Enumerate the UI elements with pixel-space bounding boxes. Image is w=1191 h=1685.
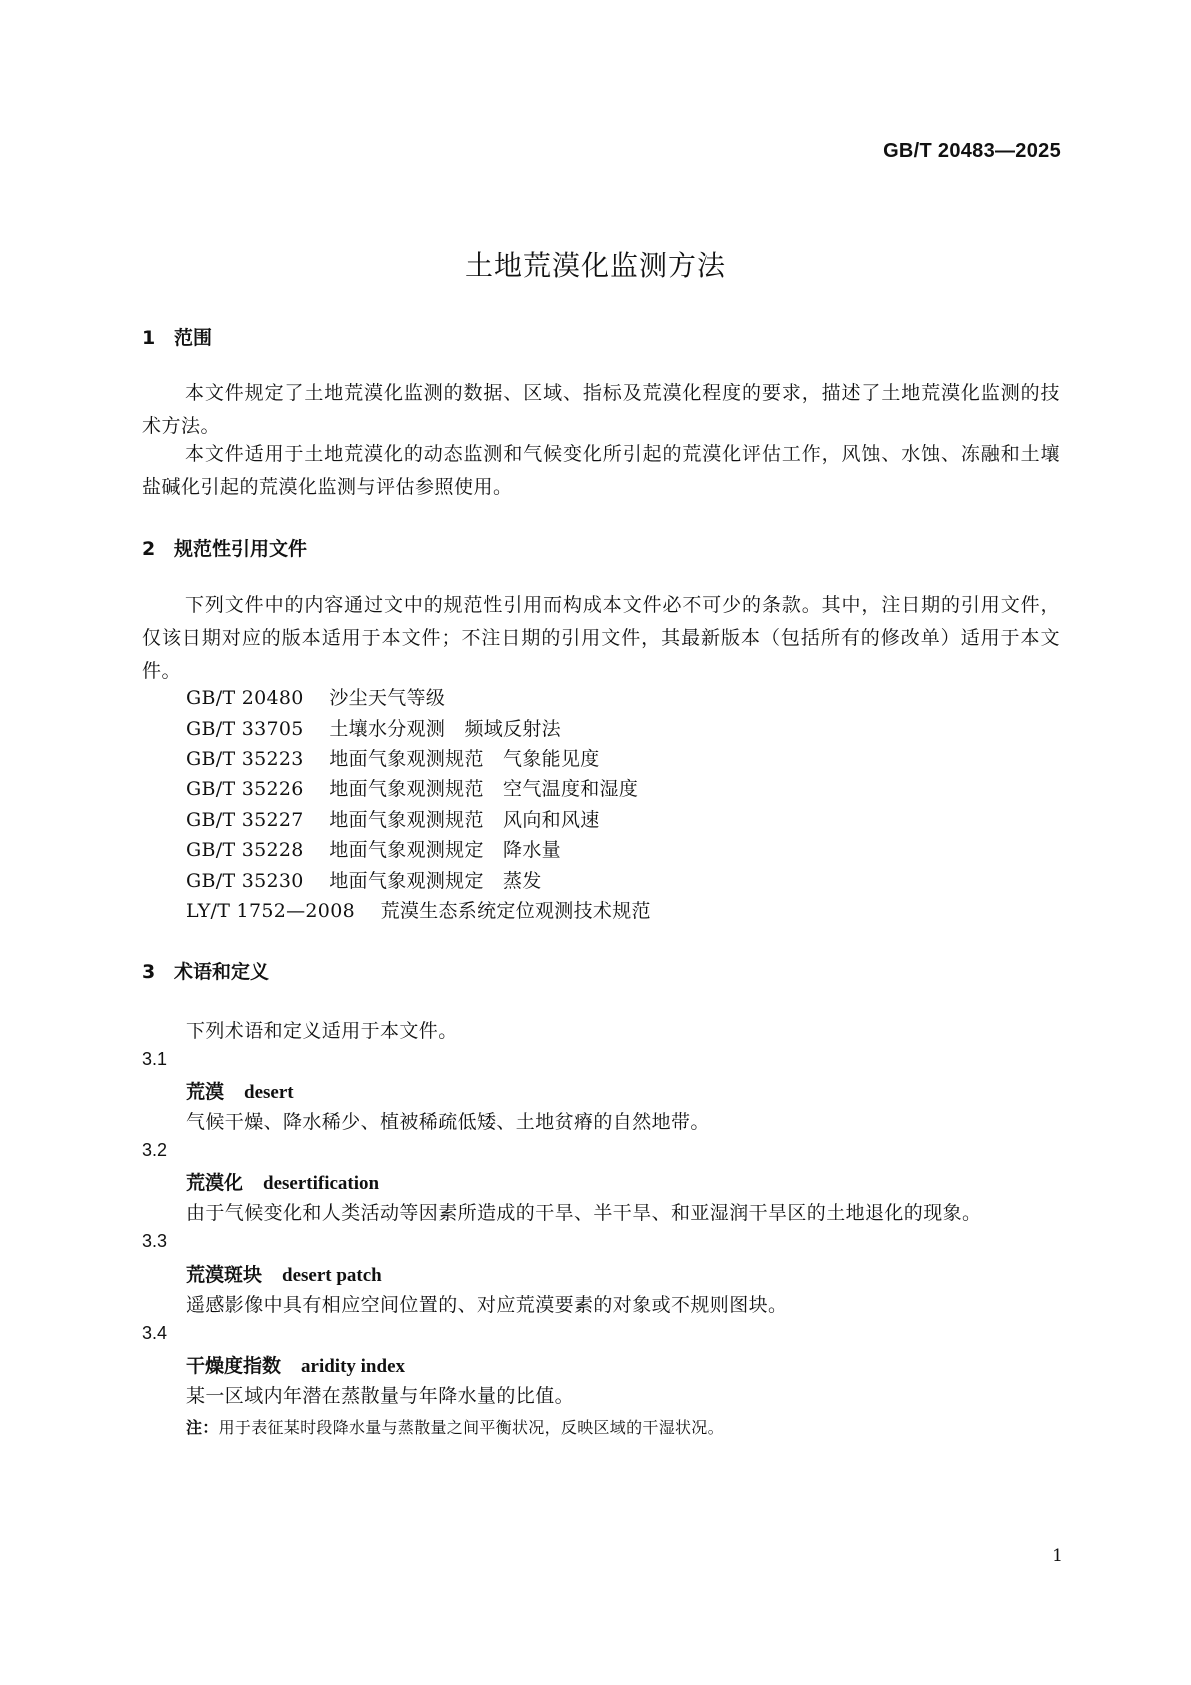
term-note xyxy=(186,1415,724,1438)
section-heading-normative xyxy=(142,534,307,561)
reference-code: GB/T 33705 xyxy=(186,718,304,740)
section-title: 规范性引用文件 xyxy=(174,538,308,560)
terms-intro: 下列术语和定义适用于本文件。 xyxy=(186,1020,458,1042)
term-cn: 干燥度指数 xyxy=(186,1355,282,1377)
reference-item xyxy=(186,683,445,710)
reference-title: 地面气象观测规范 气象能见度 xyxy=(329,748,600,770)
page-number: 1 xyxy=(1052,1546,1063,1566)
section-number: 3 xyxy=(142,961,156,983)
term-definition: 气候干燥、降水稀少、植被稀疏低矮、土地贫瘠的自然地带。 xyxy=(186,1111,710,1133)
reference-code: GB/T 35227 xyxy=(186,809,304,831)
reference-item xyxy=(186,866,542,893)
term-entry xyxy=(186,1260,382,1287)
term-en: desert xyxy=(244,1082,294,1103)
term-cn: 荒漠 xyxy=(186,1081,225,1103)
term-entry xyxy=(186,1351,405,1378)
reference-item xyxy=(186,835,561,862)
section-heading-terms xyxy=(142,957,269,984)
reference-item xyxy=(186,805,600,832)
reference-title: 地面气象观测规定 蒸发 xyxy=(329,870,542,892)
term-definition: 某一区域内年潜在蒸散量与年降水量的比值。 xyxy=(186,1385,575,1407)
reference-title: 土壤水分观测 频域反射法 xyxy=(329,718,561,740)
term-entry xyxy=(186,1168,379,1195)
term-cn: 荒漠斑块 xyxy=(186,1264,263,1286)
clause-number: 3.2 xyxy=(142,1140,168,1160)
clause-number: 3.1 xyxy=(142,1049,168,1069)
reference-title: 地面气象观测规定 降水量 xyxy=(329,839,561,861)
reference-title: 沙尘天气等级 xyxy=(329,687,446,709)
clause-number: 3.4 xyxy=(142,1323,168,1343)
scope-paragraph-2: 本文件适用于土地荒漠化的动态监测和气候变化所引起的荒漠化评估工作，风蚀、水蚀、冻融和土壤盐碱化引起的荒漠化监测与评估参照使用。 xyxy=(142,443,1060,498)
reference-title: 地面气象观测规范 风向和风速 xyxy=(329,809,600,831)
reference-title: 荒漠生态系统定位观测技术规范 xyxy=(380,900,651,922)
clause-number: 3.3 xyxy=(142,1231,168,1251)
term-definition: 遥感影像中具有相应空间位置的、对应荒漠要素的对象或不规则图块。 xyxy=(186,1294,788,1316)
scope-paragraph-1: 本文件规定了土地荒漠化监测的数据、区域、指标及荒漠化程度的要求，描述了土地荒漠化监测的技术方法。 xyxy=(142,382,1060,437)
reference-code: GB/T 35230 xyxy=(186,870,304,892)
reference-code: GB/T 35226 xyxy=(186,778,304,800)
term-en: desertification xyxy=(263,1173,380,1194)
reference-code: GB/T 35228 xyxy=(186,839,304,861)
reference-code: GB/T 20480 xyxy=(186,687,304,709)
section-number: 2 xyxy=(142,538,156,560)
reference-item xyxy=(186,774,638,801)
section-heading-scope xyxy=(142,323,212,350)
term-definition: 由于气候变化和人类活动等因素所造成的干旱、半干旱、和亚湿润干旱区的土地退化的现象。 xyxy=(186,1202,982,1224)
section-number: 1 xyxy=(142,327,156,349)
term-cn: 荒漠化 xyxy=(186,1172,244,1194)
note-text: 用于表征某时段降水量与蒸散量之间平衡状况，反映区域的干湿状况。 xyxy=(218,1418,724,1437)
term-en: aridity index xyxy=(301,1356,405,1377)
normative-intro: 下列文件中的内容通过文中的规范性引用而构成本文件必不可少的条款。其中，注日期的引用文件，仅该日期对应的版本适用于本文件；不注日期的引用文件，其最新版本（包括所有的修改单）适用于本文件。 xyxy=(142,594,1060,682)
reference-item xyxy=(186,896,651,923)
section-title: 范围 xyxy=(174,327,213,349)
reference-item xyxy=(186,714,561,741)
reference-code: GB/T 35223 xyxy=(186,748,304,770)
term-entry xyxy=(186,1077,294,1104)
reference-item xyxy=(186,744,600,771)
term-en: desert patch xyxy=(282,1265,382,1286)
standard-code: GB/T 20483—2025 xyxy=(883,140,1061,162)
document-title: 土地荒漠化监测方法 xyxy=(464,249,726,282)
reference-title: 地面气象观测规范 空气温度和湿度 xyxy=(329,778,639,800)
reference-code: LY/T 1752—2008 xyxy=(186,900,355,922)
note-label: 注： xyxy=(186,1418,219,1437)
section-title: 术语和定义 xyxy=(174,961,270,983)
